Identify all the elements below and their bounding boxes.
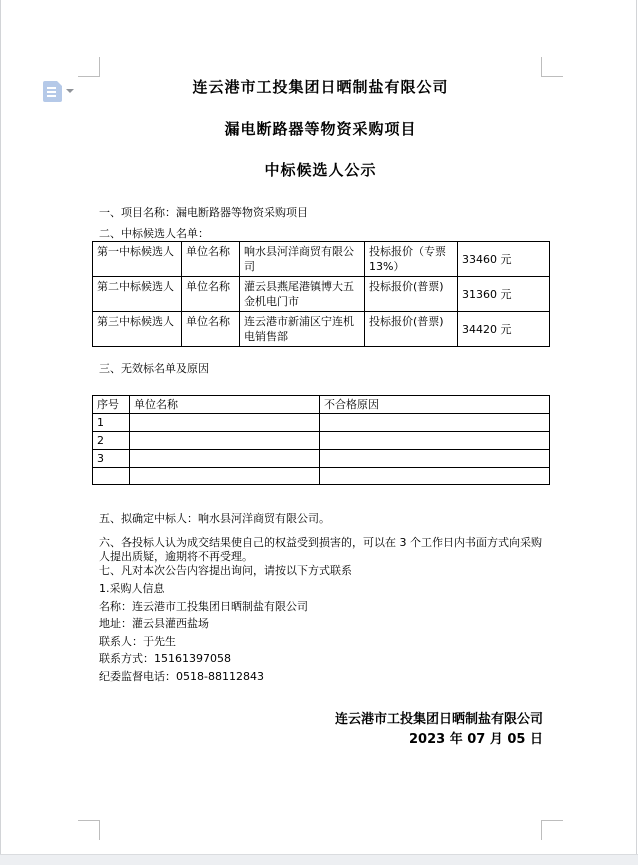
price-label: 投标报价（专票 13%） [365, 242, 458, 277]
reason-cell [320, 432, 550, 450]
margin-corner-mark-bottom-left [78, 820, 100, 840]
unit-name-label: 单位名称 [182, 312, 240, 347]
price-label: 投标报价(普票) [365, 277, 458, 312]
unit-name-cell [130, 432, 320, 450]
candidate-rank: 第三中标候选人 [93, 312, 182, 347]
section-candidate-list-heading: 二、中标候选人名单： [99, 227, 209, 240]
table-row [93, 450, 550, 468]
signature-date: 2023 年 07 月 05 日 [409, 732, 543, 747]
candidate-rank: 第二中标候选人 [93, 277, 182, 312]
signature-block [335, 710, 543, 750]
unit-name-cell [130, 450, 320, 468]
price-label: 投标报价(普票) [365, 312, 458, 347]
table-row [93, 432, 550, 450]
unit-name-label: 单位名称 [182, 277, 240, 312]
purchaser-info-block [99, 580, 308, 685]
invalid-bids-table [92, 395, 550, 485]
purchaser-name: 名称：连云港市工投集团日晒制盐有限公司 [99, 599, 308, 613]
col-header-reason: 不合格原因 [320, 396, 550, 414]
margin-corner-mark-top-left [78, 57, 100, 77]
table-row [93, 277, 550, 312]
page-bottom-gap [0, 854, 638, 865]
index-cell [93, 468, 130, 485]
page-right-edge [636, 0, 637, 854]
table-row [93, 414, 550, 432]
reason-cell [320, 450, 550, 468]
doc-title-line-2: 漏电断路器等物资采购项目 [224, 120, 417, 138]
candidate-company: 连云港市新浦区宁连机电销售部 [240, 312, 365, 347]
section-contact-heading: 七、凡对本次公告内容提出询问，请按以下方式联系 [99, 564, 352, 577]
table-header-row [93, 396, 550, 414]
unit-name-cell [130, 414, 320, 432]
index-cell: 2 [93, 432, 130, 450]
candidates-table [92, 241, 550, 347]
section-objection-notice: 六、各投标人认为成交结果使自己的权益受到损害的，可以在 3 个工作日内书面方式向采购人提出质疑，逾期将不再受理。 [99, 536, 542, 563]
purchaser-address: 地址：灌云县灌西盐场 [99, 617, 209, 630]
paste-options-icon[interactable] [43, 81, 62, 102]
candidate-company: 灌云县燕尾港镇博大五金机电门市 [240, 277, 365, 312]
signature-company: 连云港市工投集团日晒制盐有限公司 [334, 712, 543, 727]
reason-cell [320, 468, 550, 485]
chevron-down-icon[interactable] [66, 89, 74, 93]
purchaser-info-heading: 1.采购人信息 [99, 582, 165, 595]
candidate-company: 响水县河洋商贸有限公司 [240, 242, 365, 277]
reason-cell [320, 414, 550, 432]
page-left-edge [0, 0, 1, 854]
candidate-rank: 第一中标候选人 [93, 242, 182, 277]
margin-corner-mark-bottom-right [541, 820, 563, 840]
price-value: 34420 元 [458, 312, 550, 347]
unit-name-cell [130, 468, 320, 485]
section-winner: 五、拟确定中标人：响水县河洋商贸有限公司。 [99, 512, 330, 525]
col-header-unit-name: 单位名称 [130, 396, 320, 414]
margin-corner-mark-top-right [541, 57, 563, 77]
price-value: 33460 元 [458, 242, 550, 277]
col-header-index: 序号 [93, 396, 130, 414]
table-row [93, 468, 550, 485]
table-row [93, 312, 550, 347]
purchaser-supervision-phone: 纪委监督电话：0518-88112843 [99, 669, 264, 683]
index-cell: 1 [93, 414, 130, 432]
doc-title-line-3: 中标候选人公示 [264, 161, 377, 179]
unit-name-label: 单位名称 [182, 242, 240, 277]
index-cell: 3 [93, 450, 130, 468]
purchaser-contact-person: 联系人：于先生 [99, 634, 176, 648]
section-project-name: 一、项目名称：漏电断路器等物资采购项目 [99, 206, 308, 219]
section-invalid-bids-heading: 三、无效标名单及原因 [99, 362, 209, 375]
purchaser-phone: 联系方式：15161397058 [99, 652, 231, 665]
price-value: 31360 元 [458, 277, 550, 312]
doc-title-line-1: 连云港市工投集团日晒制盐有限公司 [192, 78, 449, 96]
table-row [93, 242, 550, 277]
